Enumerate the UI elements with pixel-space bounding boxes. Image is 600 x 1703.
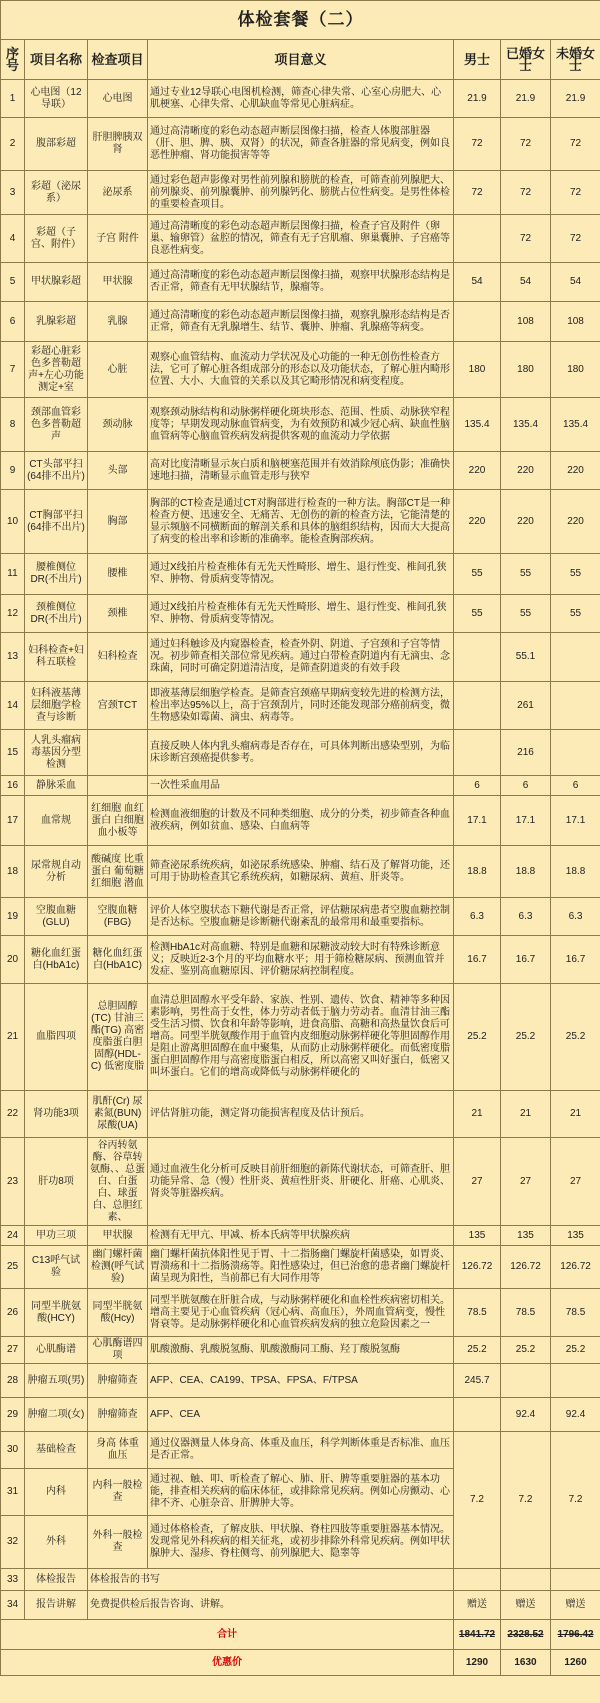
table-row — [1, 452, 600, 490]
row-name: 彩超（泌尿系） — [25, 171, 88, 215]
header-single-female: 未婚女士 — [551, 40, 600, 80]
price-male: 55 — [454, 554, 501, 595]
row-name: 心电图（12导联） — [25, 80, 88, 118]
price-married-female: 55 — [501, 554, 551, 595]
row-desc: 评价人体空腹状态下糖代谢是否正常，评估糖尿病患者空腹血糖控制是否达标。空腹血糖是诊断糖代谢紊乱的最常用和最重要指标。 — [148, 898, 454, 936]
price-male: 72 — [454, 171, 501, 215]
price-married-female: 16.7 — [501, 936, 551, 984]
row-item: 红细胞 血红蛋白 白细胞 血小板等 — [88, 796, 148, 846]
row-item: 心脏 — [88, 342, 148, 398]
row-name: 糖化血红蛋白(HbA1c) — [25, 936, 88, 984]
price-single-female: 21.9 — [551, 80, 600, 118]
row-item: 颈动脉 — [88, 398, 148, 452]
price-married-female: 6.3 — [501, 898, 551, 936]
table-row — [1, 118, 600, 171]
row-name: 彩超（子宫、附件） — [25, 215, 88, 263]
table-row — [1, 80, 600, 118]
row-number: 4 — [1, 215, 25, 263]
row-name: CT头部平扫(64排不出片) — [25, 452, 88, 490]
price-male: 135 — [454, 1226, 501, 1246]
row-item: 酸碱度 比重 蛋白 葡萄糖 红细胞 潜血 — [88, 846, 148, 898]
price-married-female: 220 — [501, 452, 551, 490]
price-married-female: 18.8 — [501, 846, 551, 898]
row-desc: 通过X线拍片检查椎体有无先天性畸形、增生、退行性变、椎间孔狭窄、肿物、骨质病变等情况。 — [148, 595, 454, 633]
price-single-female: 6 — [551, 776, 600, 796]
row-name: 尿常规自动分析 — [25, 846, 88, 898]
price-male — [454, 1398, 501, 1432]
row-item: 空腹血糖(FBG) — [88, 898, 148, 936]
row-desc: 通过视、触、叩、听检查了解心、肺、肝、脾等重要脏器的基本功能，排查相关疾病的临床体征，或排除常见疾病。例如心房颤动、心律不齐、心脏杂音、肝脾肿大等。 — [148, 1469, 454, 1516]
row-name: 血常规 — [25, 796, 88, 846]
header-row — [1, 40, 600, 80]
price-married-female: 108 — [501, 302, 551, 342]
header-no: 序号 — [1, 40, 25, 80]
row-number: 14 — [1, 682, 25, 730]
price-married-female: 135.4 — [501, 398, 551, 452]
price-married-female: 17.1 — [501, 796, 551, 846]
row-desc: 检测有无甲亢、甲减、桥本氏病等甲状腺疾病 — [148, 1226, 454, 1246]
table-row — [1, 595, 600, 633]
row-number: 13 — [1, 633, 25, 682]
table-row — [1, 1569, 600, 1591]
table-row — [1, 682, 600, 730]
price-married-female: 72 — [501, 171, 551, 215]
price-single-female: 55 — [551, 554, 600, 595]
price-married-female: 55.1 — [501, 633, 551, 682]
table-row — [1, 1138, 600, 1226]
price-single-female — [551, 1364, 600, 1398]
price-single-female — [551, 1569, 600, 1591]
price-single-female: 180 — [551, 342, 600, 398]
row-desc: 观察颈动脉结构和动脉粥样硬化斑块形态、范围、性质、动脉狭窄程度等；早期发现动脉血管病变，为有效预防和减少冠心病、缺血性脑血管病等心脑血管疾病发病提供客观的血流动力学依据 — [148, 398, 454, 452]
row-name: 甲状腺彩超 — [25, 263, 88, 302]
row-item: 心电图 — [88, 80, 148, 118]
discount-married-female: 1630 — [501, 1650, 551, 1676]
row-item: 谷丙转氨酶、谷草转氨酶、、总蛋白、白蛋白、球蛋白、总胆红素、 — [88, 1138, 148, 1226]
price-single-female: 17.1 — [551, 796, 600, 846]
price-married-female: 6 — [501, 776, 551, 796]
table-row — [1, 898, 600, 936]
price-single-female: 220 — [551, 452, 600, 490]
table-row — [1, 215, 600, 263]
row-item: 腰椎 — [88, 554, 148, 595]
row-name: 肿瘤五项(男) — [25, 1364, 88, 1398]
row-item: 胸部 — [88, 490, 148, 554]
row-number: 26 — [1, 1289, 25, 1337]
row-name: 体检报告 — [25, 1569, 88, 1591]
table-body — [1, 80, 600, 1620]
price-married-female: 135 — [501, 1226, 551, 1246]
row-name: 妇科液基薄层细胞学检查与诊断 — [25, 682, 88, 730]
row-name: 颈部血管彩色多普勒超声 — [25, 398, 88, 452]
header-desc: 项目意义 — [148, 40, 454, 80]
price-married-female: 220 — [501, 490, 551, 554]
row-desc: 通过仪器测量人体身高、体重及血压，科学判断体重是否标准、血压是否正常。 — [148, 1432, 454, 1469]
row-item — [88, 730, 148, 776]
row-desc: 通过妇科触诊及内窥器检查，检查外阴、阴道、子宫颈和子宫等情况。初步筛查相关部位常见疾病。通过白带检查阴道内有无滴虫、念珠菌，同时可确定阴道清洁度，是筛查阴道炎的有效手段 — [148, 633, 454, 682]
row-item: 身高 体重 血压 — [88, 1432, 148, 1469]
price-married-female: 78.5 — [501, 1289, 551, 1337]
row-desc: 血清总胆固醇水平受年龄、家族、性别、遗传、饮食、精神等多种因素影响，男性高于女性，体力劳动者低于脑力劳动者。血清甘油三酯受生活习惯、饮食和年龄等影响，进食高脂、高糖和高热量饮食后可增高。同型半胱氨酸作用于血管内皮细胞动脉粥样硬化等胆固醇作用是阻止游离胆固醇在血中聚集，从而防止动脉粥样硬化。而低密度脂蛋白胆固醇作用与高密度脂蛋白相反，所以高密又叫好蛋白，低密又叫坏蛋白。它们的增高或降低与动脉粥样硬化的 — [148, 984, 454, 1091]
row-item: 泌尿系 — [88, 171, 148, 215]
row-name: 彩超心脏彩色多普勒超声+左心功能测定+室 — [25, 342, 88, 398]
price-male: 180 — [454, 342, 501, 398]
price-male: 72 — [454, 118, 501, 171]
row-item: 外科一般检查 — [88, 1516, 148, 1569]
row-item: 颈椎 — [88, 595, 148, 633]
price-single-female: 6.3 — [551, 898, 600, 936]
row-number: 27 — [1, 1337, 25, 1364]
price-single-female — [551, 633, 600, 682]
price-male: 245.7 — [454, 1364, 501, 1398]
discount-male: 1290 — [454, 1650, 501, 1676]
price-male — [454, 730, 501, 776]
row-name: 妇科检查+妇科五联检 — [25, 633, 88, 682]
price-male: 6.3 — [454, 898, 501, 936]
total-label: 合计 — [1, 1620, 454, 1650]
row-number: 1 — [1, 80, 25, 118]
row-desc: 通过高清晰度的彩色动态超声断层图像扫描，观察乳腺形态结构是否正常，筛查有无乳腺增生、结节、囊肿、肿瘤、乳腺癌等病变。 — [148, 302, 454, 342]
row-item: 子宫 附件 — [88, 215, 148, 263]
price-single-female: 72 — [551, 215, 600, 263]
row-name: 人乳头瘤病毒基因分型检测 — [25, 730, 88, 776]
price-married-female: 261 — [501, 682, 551, 730]
row-number: 22 — [1, 1091, 25, 1138]
row-name: 颈椎侧位DR(不出片) — [25, 595, 88, 633]
table-row — [1, 633, 600, 682]
row-desc: 检测HbA1c对高血糖、特别是血糖和尿糖波动较大时有特殊诊断意义；反映近2-3个月的平均血糖水平；用于筛检糖尿病、预测血管并发症、鉴别高血糖原因、评价糖尿病控制程度。 — [148, 936, 454, 984]
price-male: 21.9 — [454, 80, 501, 118]
row-name: 血脂四项 — [25, 984, 88, 1091]
row-name: 基础检查 — [25, 1432, 88, 1469]
row-number: 7 — [1, 342, 25, 398]
table-row — [1, 1246, 600, 1289]
price-male: 126.72 — [454, 1246, 501, 1289]
row-item: 肝胆脾胰双肾 — [88, 118, 148, 171]
row-item: 内科一般检查 — [88, 1469, 148, 1516]
price-married-female: 180 — [501, 342, 551, 398]
row-desc: 即液基薄层细胞学检查。是筛查宫颈癌早期病变较先进的检测方法，检出率达95%以上，高于宫颈刮片，同时还能发现部分癌前病变，微生物感染如霉菌、滴虫、病毒等。 — [148, 682, 454, 730]
row-desc: 通过高清晰度的彩色动态超声断层图像扫描，检查人体腹部脏器（肝、胆、脾、胰、双肾）的状况，筛查各脏器的常见病变，例如良恶性肿瘤、肾功能损害等等 — [148, 118, 454, 171]
price-male: 17.1 — [454, 796, 501, 846]
row-desc: 胸部的CT检查是通过CT对胸部进行检查的一种方法。胸部CT是一种检查方便、迅速安全、无痛苦、无创伤的新的检查方法，它能清楚的显示频脑不同横断面的解剖关系和具体的脑组织结构，因而大大提高了病变的检出率和诊断的准确率。能检查胸部疾病。 — [148, 490, 454, 554]
row-number: 5 — [1, 263, 25, 302]
row-number: 16 — [1, 776, 25, 796]
row-item: 甲状腺 — [88, 1226, 148, 1246]
table-row — [1, 554, 600, 595]
price-married-female: 赠送 — [501, 1591, 551, 1620]
price-single-female: 78.5 — [551, 1289, 600, 1337]
price-male — [454, 682, 501, 730]
row-number: 10 — [1, 490, 25, 554]
price-married-female: 72 — [501, 215, 551, 263]
row-desc: 一次性采血用品 — [148, 776, 454, 796]
price-male: 135.4 — [454, 398, 501, 452]
row-number: 30 — [1, 1432, 25, 1469]
row-name: 外科 — [25, 1516, 88, 1569]
price-single-female: 108 — [551, 302, 600, 342]
row-desc: 肌酸激酶、乳酸脱氢酶、肌酸激酶同工酶、羟丁酸脱氢酶 — [148, 1337, 454, 1364]
row-item: 甲状腺 — [88, 263, 148, 302]
row-item — [88, 776, 148, 796]
price-single-female: 135.4 — [551, 398, 600, 452]
row-item: 乳腺 — [88, 302, 148, 342]
discount-label: 优惠价 — [1, 1650, 454, 1676]
row-desc: 通过高清晰度的彩色动态超声断层图像扫描，观察甲状腺形态结构是否正常，筛查有无甲状腺结节，腺瘤等。 — [148, 263, 454, 302]
price-single-female: 135 — [551, 1226, 600, 1246]
price-male — [454, 215, 501, 263]
row-item: 幽门螺杆菌检测(呼气试验) — [88, 1246, 148, 1289]
row-number: 24 — [1, 1226, 25, 1246]
row-desc: 通过专业12导联心电图机检测，筛查心律失常、心室心房肥大、心肌梗塞、心律失常、心肌缺血等常见心脏病症。 — [148, 80, 454, 118]
row-desc: 评估肾脏功能，测定肾功能损害程度及估计预后。 — [148, 1091, 454, 1138]
price-married-female: 92.4 — [501, 1398, 551, 1432]
row-desc: 检测血液细胞的计数及不同种类细胞、成分的分类，初步筛查各种血液疾病，例如贫血、感染、白血病等 — [148, 796, 454, 846]
merged-price-male: 7.2 — [454, 1432, 501, 1569]
total-row — [1, 1620, 600, 1650]
price-married-female: 25.2 — [501, 1337, 551, 1364]
row-number: 32 — [1, 1516, 25, 1569]
row-name: 甲功三项 — [25, 1226, 88, 1246]
row-number: 8 — [1, 398, 25, 452]
price-married-female: 21.9 — [501, 80, 551, 118]
row-number: 19 — [1, 898, 25, 936]
price-single-female — [551, 730, 600, 776]
row-number: 23 — [1, 1138, 25, 1226]
row-number: 25 — [1, 1246, 25, 1289]
row-item: 头部 — [88, 452, 148, 490]
row-desc: 通过体格检查，了解皮肤、甲状腺、脊柱四肢等重要脏器基本情况。发现常见外科疾病的相关征兆，或初步排除外科常见疾病。例如甲状腺肿大、湿疹、脊柱侧弯、前列腺肥大、隐睾等 — [148, 1516, 454, 1569]
price-married-female: 216 — [501, 730, 551, 776]
table-row — [1, 171, 600, 215]
row-item: 妇科检查 — [88, 633, 148, 682]
price-single-female: 赠送 — [551, 1591, 600, 1620]
row-name: 报告讲解 — [25, 1591, 88, 1620]
price-male: 220 — [454, 490, 501, 554]
row-number: 15 — [1, 730, 25, 776]
row-number: 11 — [1, 554, 25, 595]
price-single-female: 72 — [551, 171, 600, 215]
table-row — [1, 730, 600, 776]
price-married-female: 25.2 — [501, 984, 551, 1091]
row-item: 总胆固醇(TC) 甘油三酯(TG) 高密度脂蛋白胆固醇(HDL-C) 低密度脂 — [88, 984, 148, 1091]
row-number: 3 — [1, 171, 25, 215]
row-name: 内科 — [25, 1469, 88, 1516]
header-married-female: 已婚女士 — [501, 40, 551, 80]
table-row — [1, 398, 600, 452]
page-title: 体检套餐（二） — [1, 1, 600, 40]
price-male: 25.2 — [454, 984, 501, 1091]
table-row — [1, 1432, 600, 1469]
table-row — [1, 796, 600, 846]
table-row — [1, 1091, 600, 1138]
merged-price-single-female: 7.2 — [551, 1432, 600, 1569]
row-name: 腰椎侧位DR(不出片) — [25, 554, 88, 595]
row-item: 宫颈TCT — [88, 682, 148, 730]
row-item: 肿瘤筛查 — [88, 1364, 148, 1398]
row-name: 腹部彩超 — [25, 118, 88, 171]
row-item: 同型半胱氨酸(Hcy) — [88, 1289, 148, 1337]
table-row — [1, 846, 600, 898]
row-desc: AFP、CEA、CA199、TPSA、FPSA、F/TPSA — [148, 1364, 454, 1398]
price-male — [454, 1569, 501, 1591]
price-male — [454, 302, 501, 342]
row-item: 肿瘤筛查 — [88, 1398, 148, 1432]
price-male: 21 — [454, 1091, 501, 1138]
row-desc: 通过X线拍片检查椎体有无先天性畸形、增生、退行性变、椎间孔狭窄、肿物、骨质病变等情况。 — [148, 554, 454, 595]
row-desc: 直接反映人体内乳头瘤病毒是否存在，可具体判断出感染型别，为临床诊断宫颈癌提供参考。 — [148, 730, 454, 776]
table-row — [1, 1337, 600, 1364]
header-male: 男士 — [454, 40, 501, 80]
row-desc: 观察心血管结构、血流动力学状况及心功能的一种无创伤性检查方法，它可了解心脏各组成部分的形态以及功能状态，了解心脏内畸形位置、大小、大血管的关系以及其它畸形情况和病变程度。 — [148, 342, 454, 398]
row-name: 肝功8项 — [25, 1138, 88, 1226]
price-male: 55 — [454, 595, 501, 633]
price-male: 27 — [454, 1138, 501, 1226]
price-single-female: 126.72 — [551, 1246, 600, 1289]
row-number: 28 — [1, 1364, 25, 1398]
price-single-female: 18.8 — [551, 846, 600, 898]
discount-row — [1, 1650, 600, 1676]
price-married-female: 54 — [501, 263, 551, 302]
row-number: 2 — [1, 118, 25, 171]
table-row — [1, 1289, 600, 1337]
row-number: 31 — [1, 1469, 25, 1516]
price-single-female: 21 — [551, 1091, 600, 1138]
price-married-female: 72 — [501, 118, 551, 171]
table-row — [1, 1591, 600, 1620]
table-row — [1, 263, 600, 302]
row-item: 肌酐(Cr) 尿素氮(BUN) 尿酸(UA) — [88, 1091, 148, 1138]
row-desc: 高对比度清晰显示灰白质和脑梗塞范围并有效消除颅底伪影；准确快速地扫描，清晰显示血管走形与狭窄 — [148, 452, 454, 490]
price-married-female: 55 — [501, 595, 551, 633]
row-name: 肿瘤二项(女) — [25, 1398, 88, 1432]
row-desc: 通过彩色超声影像对男性前列腺和膀胱的检查，可筛查前列腺肥大、前列腺炎、前列腺囊肿、前列腺钙化、膀胱占位性病变。是男性体检的重要检查项目。 — [148, 171, 454, 215]
table-row — [1, 776, 600, 796]
table-row — [1, 1364, 600, 1398]
row-desc: 幽门螺杆菌抗体阳性见于胃、十二指肠幽门螺旋杆菌感染，如胃炎、胃溃疡和十二指肠溃疡等。阳性感染过，但已治愈的患者幽门螺旋杆菌呈现为阳性，当前都已有大同作用等 — [148, 1246, 454, 1289]
row-name: 静脉采血 — [25, 776, 88, 796]
price-single-female: 220 — [551, 490, 600, 554]
price-male: 220 — [454, 452, 501, 490]
row-name: 同型半胱氨酸(HCY) — [25, 1289, 88, 1337]
table-row — [1, 1226, 600, 1246]
table-row — [1, 490, 600, 554]
row-number: 20 — [1, 936, 25, 984]
row-desc: AFP、CEA — [148, 1398, 454, 1432]
row-name: 空腹血糖(GLU) — [25, 898, 88, 936]
row-desc: 通过高清晰度的彩色动态超声断层图像扫描，检查子宫及附件（卵巢、输卵管）盆腔的情况，筛查有无子宫肌瘤、卵巢囊肿、子宫癌等良恶性病变。 — [148, 215, 454, 263]
row-number: 18 — [1, 846, 25, 898]
table-row — [1, 1398, 600, 1432]
price-single-female — [551, 682, 600, 730]
price-single-female: 72 — [551, 118, 600, 171]
price-male: 78.5 — [454, 1289, 501, 1337]
row-item: 体检报告的书写 — [88, 1569, 454, 1591]
row-item: 糖化血红蛋白(HbA1C) — [88, 936, 148, 984]
total-married-female: 2328.52 — [501, 1620, 551, 1650]
row-name: 肾功能3项 — [25, 1091, 88, 1138]
price-male: 18.8 — [454, 846, 501, 898]
price-male: 25.2 — [454, 1337, 501, 1364]
table-row — [1, 302, 600, 342]
price-single-female: 16.7 — [551, 936, 600, 984]
price-single-female: 55 — [551, 595, 600, 633]
header-name: 项目名称 — [25, 40, 88, 80]
row-name: 乳腺彩超 — [25, 302, 88, 342]
price-single-female: 27 — [551, 1138, 600, 1226]
price-married-female: 126.72 — [501, 1246, 551, 1289]
price-male: 赠送 — [454, 1591, 501, 1620]
row-number: 21 — [1, 984, 25, 1091]
total-male: 1841.72 — [454, 1620, 501, 1650]
table-row — [1, 342, 600, 398]
price-single-female: 25.2 — [551, 1337, 600, 1364]
table-row — [1, 984, 600, 1091]
merged-price-married-female: 7.2 — [501, 1432, 551, 1569]
row-number: 33 — [1, 1569, 25, 1591]
header-item: 检查项目 — [88, 40, 148, 80]
row-number: 6 — [1, 302, 25, 342]
row-desc: 同型半胱氨酸在肝脏合成，与动脉粥样硬化和血栓性疾病密切相关。增高主要见于心血管疾病（冠心病、高血压），外周血管病变，慢性肾衰等。是动脉粥样硬化和心血管疾病发病的独立危险因素之一 — [148, 1289, 454, 1337]
row-name: C13呼气试验 — [25, 1246, 88, 1289]
price-married-female — [501, 1569, 551, 1591]
price-male: 6 — [454, 776, 501, 796]
row-name: 心肌酶谱 — [25, 1337, 88, 1364]
total-single-female: 1796.42 — [551, 1620, 600, 1650]
row-desc: 通过血液生化分析可反映目前肝细胞的新陈代谢状态，可筛查肝、胆功能异常、急（慢）性肝炎、黄疸性肝炎、肝硬化、肝癌、心肌炎、肾炎等脏器疾病。 — [148, 1138, 454, 1226]
row-item: 心肌酶谱四项 — [88, 1337, 148, 1364]
price-single-female: 25.2 — [551, 984, 600, 1091]
price-single-female: 92.4 — [551, 1398, 600, 1432]
row-number: 17 — [1, 796, 25, 846]
discount-single-female: 1260 — [551, 1650, 600, 1676]
price-single-female: 54 — [551, 263, 600, 302]
row-number: 29 — [1, 1398, 25, 1432]
row-number: 12 — [1, 595, 25, 633]
price-male — [454, 633, 501, 682]
table-row — [1, 936, 600, 984]
row-desc: 筛查泌尿系统疾病，如泌尿系统感染、肿瘤、结石及了解肾功能，还可用于协助检查其它系统疾病，如糖尿病、黄疸、肝炎等。 — [148, 846, 454, 898]
row-item: 免费提供检后报告咨询、讲解。 — [88, 1591, 454, 1620]
price-married-female — [501, 1364, 551, 1398]
price-married-female: 21 — [501, 1091, 551, 1138]
row-number: 9 — [1, 452, 25, 490]
price-male: 16.7 — [454, 936, 501, 984]
price-male: 54 — [454, 263, 501, 302]
row-number: 34 — [1, 1591, 25, 1620]
row-name: CT胸部平扫(64排不出片) — [25, 490, 88, 554]
price-married-female: 27 — [501, 1138, 551, 1226]
